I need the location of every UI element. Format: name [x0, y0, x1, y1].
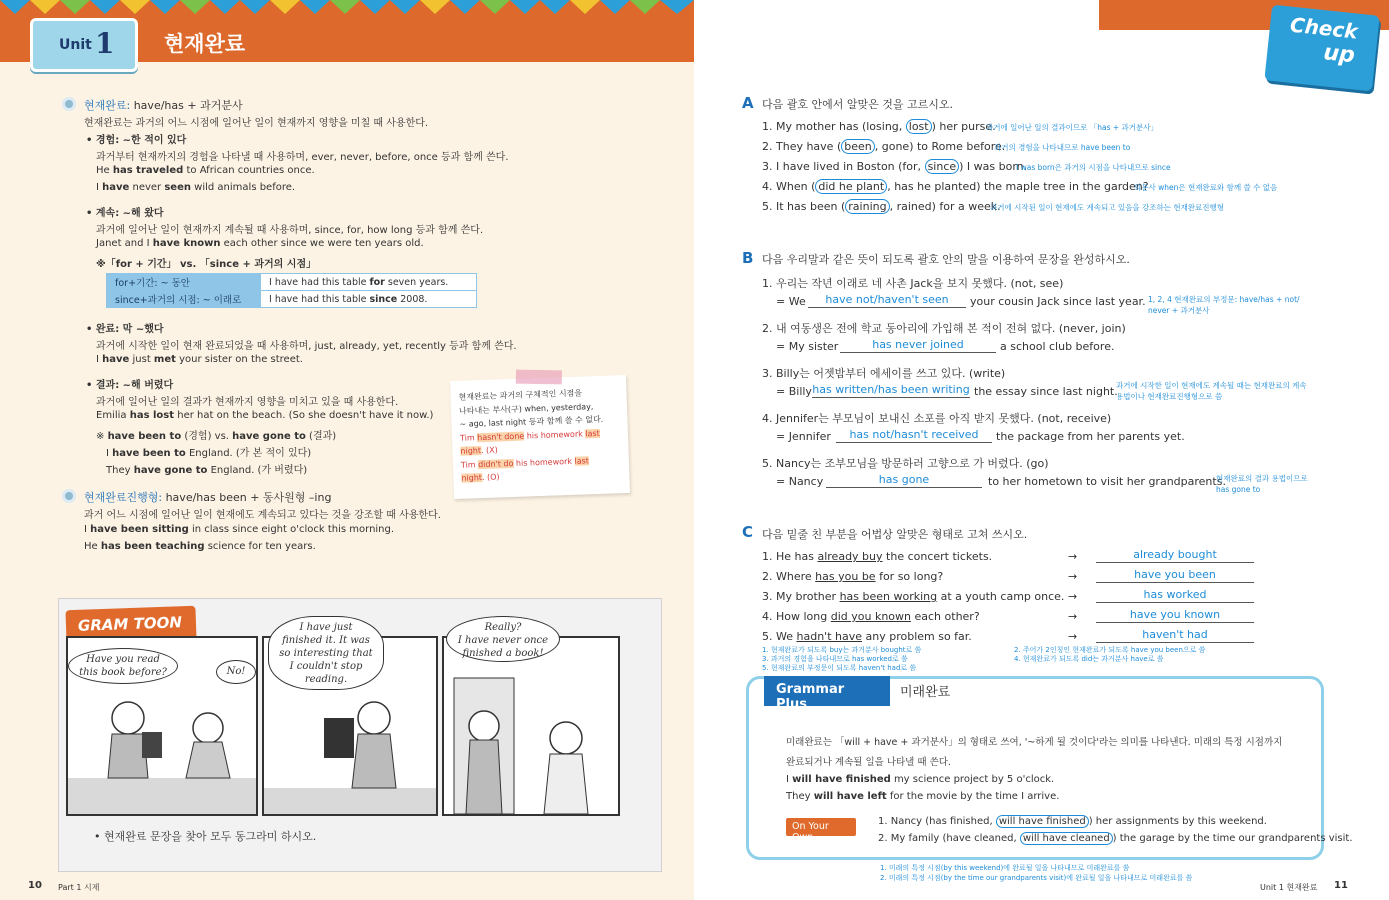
question-b4-pre: = Jennifer: [776, 430, 831, 443]
table-row: [107, 291, 477, 308]
pennant-decoration: [0, 0, 694, 16]
question-c2: 2. Where has you be for so long?: [762, 570, 944, 583]
continuation-desc: 과거에 일어난 일이 현재까지 계속될 때 사용하며, since, for, how long 등과 함께 쓴다.: [96, 225, 484, 236]
result-example-1: Emilia has lost her hat on the beach. (So she doesn't have it now.): [96, 410, 434, 421]
section1-desc: 현재완료는 과거의 어느 시점에 일어난 일이 현재까지 영향을 미칠 때 사용한다.: [84, 118, 429, 129]
arrow-icon: →: [1068, 590, 1078, 603]
question-b4-post: the package from her parents yet.: [996, 430, 1185, 443]
question-b2-post: a school club before.: [1000, 340, 1115, 353]
note-line: 나타내는 부사(구) when, yesterday,: [458, 401, 594, 416]
hint: 과거에 시작한 일이 현재에도 계속될 때는 현재완료의 계속: [1116, 381, 1307, 390]
answer-c1: already bought: [1096, 548, 1254, 563]
hint: 4. 현재완료가 되도록 did는 과거분사 have로 씀: [1014, 655, 1164, 663]
check-label: Check: [1289, 12, 1359, 44]
answer-b5: has gone: [826, 473, 982, 488]
experience-desc: 과거부터 현재까지의 경험을 나타낼 때 사용하며, ever, never, before, once 등과 함께 쓴다.: [96, 152, 509, 163]
question-c1: 1. He has already buy the concert tickets.: [762, 550, 993, 563]
question-b2-korean: 2. 내 여동생은 전에 학교 동아리에 가입해 본 적이 전혀 없다. (never, join): [762, 322, 1126, 335]
section-bullet-icon: [62, 489, 76, 503]
question-b2-pre: = My sister: [776, 340, 839, 353]
question-c5: 5. We hadn't have any problem so far.: [762, 630, 972, 643]
grammar-plus-title: 미래완료: [900, 685, 951, 700]
table-row: [107, 274, 477, 291]
question-a5: 5. It has been ( raining , rained) for a week.: [762, 200, 1001, 213]
gram-toon-label: GRAM TOON: [65, 606, 196, 645]
answer-b4: has not/hasn't received: [836, 428, 992, 443]
hint: 1, 2, 4 현재완료의 부정문: have/has + not/: [1148, 295, 1300, 304]
note-example-wrong: Tim hasn't done his homework last night. (X): [459, 428, 600, 456]
hint: 3. 과거의 경험을 나타내므로 has worked로 씀: [762, 655, 908, 663]
up-label: up: [1322, 40, 1357, 69]
question-b1-pre: = We: [776, 295, 806, 308]
result-note: ※ have been to (경험) vs. have gone to (결과): [96, 431, 337, 442]
unit-badge: [30, 18, 138, 72]
grammar-plus-tab: Grammar Plus: [764, 676, 890, 706]
grammar-plus-question-1: 1. Nancy (has finished, will have finished ) her assignments by this weekend.: [878, 816, 1267, 827]
question-c3: 3. My brother has been working at a youth camp once.: [762, 590, 1065, 603]
section-b-title: 다음 우리말과 같은 뜻이 되도록 괄호 안의 말을 이용하여 문장을 완성하시오.: [762, 253, 1130, 266]
grammar-plus-desc: 완료되거나 계속될 일을 나타낼 때 쓴다.: [786, 757, 951, 768]
hint: 1. 미래의 특정 시점(by this weekend)에 완료될 일을 나타내므로 미래완료를 씀: [880, 864, 1130, 872]
section2-desc: 과거 어느 시점에 일어난 일이 현재에도 계속되고 있다는 것을 강조할 때 사용한다.: [84, 510, 441, 521]
experience-example-1: He has traveled to African countries once.: [96, 165, 315, 176]
hint: 과거에 일어난 일의 결과이므로 「has + 과거분사」: [986, 123, 1159, 132]
question-b1-post: your cousin Jack since last year.: [970, 295, 1146, 308]
page-number: 10: [28, 880, 42, 891]
question-b5-post: to her hometown to visit her grandparents.: [988, 475, 1226, 488]
hint: 과거에 시작된 일이 현재에도 계속되고 있음을 강조하는 현재완료진행형: [990, 203, 1225, 212]
completion-desc: 과거에 시작한 일이 현재 완료되었을 때 사용하며, just, already, yet, recently 등과 함께 쓴다.: [96, 341, 517, 352]
arrow-icon: →: [1068, 570, 1078, 583]
section-a-letter: A: [742, 94, 754, 112]
result-desc: 과거에 일어난 일의 결과가 현재까지 영향을 미치고 있을 때 사용한다.: [96, 397, 399, 408]
tape-decoration: [516, 370, 562, 385]
hint: 현재완료의 결과 용법이므로: [1216, 474, 1308, 483]
page-number: 11: [1334, 880, 1348, 891]
answer-b1: have not/haven't seen: [808, 293, 966, 308]
answer-c5: haven't had: [1096, 628, 1254, 643]
table-cell: since+과거의 시점: ~ 이래로: [107, 291, 261, 308]
hint: 의문사 when은 현재완료와 함께 쓸 수 없음: [1134, 183, 1278, 192]
note-example-right: Tim didn't do his homework last night. (O): [460, 455, 590, 483]
section-bullet-icon: [62, 97, 76, 111]
section2-heading: 현재완료진행형: have/has been + 동사원형 –ing: [84, 491, 332, 504]
completion-example-1: I have just met your sister on the street.: [96, 354, 303, 365]
section1-heading: 현재완료: have/has + 과거분사: [84, 99, 243, 112]
note-line: ~ ago, last night 등과 함께 쓸 수 없다.: [459, 414, 604, 429]
grammar-plus-example-2: They will have left for the movie by the time I arrive.: [786, 791, 1060, 802]
on-your-own-label: On Your Own: [786, 818, 856, 836]
question-a4: 4. When ( did he plant , has he planted) the maple tree in the garden?: [762, 180, 1149, 193]
question-b4-korean: 4. Jennifer는 부모님이 보내신 소포를 아직 받지 못했다. (not, receive): [762, 412, 1112, 425]
speech-bubble: No!: [216, 660, 256, 684]
question-b1-korean: 1. 우리는 작년 이래로 네 사촌 Jack을 보지 못했다. (not, see): [762, 277, 1064, 290]
grammar-plus-question-2: 2. My family (have cleaned, will have cleaned ) the garage by the time our grandparents visit.: [878, 833, 1353, 844]
tip-note: [450, 375, 630, 499]
left-page: [0, 0, 694, 900]
hint: has gone to: [1216, 485, 1261, 494]
speech-bubble: I have just finished it. It was so interesting that I couldn't stop reading.: [268, 616, 384, 690]
question-a3: 3. I have lived in Boston (for, since ) I was born.: [762, 160, 1028, 173]
answer-c2: have you been: [1096, 568, 1254, 583]
grammar-plus-desc: 미래완료는 「will + have + 과거분사」의 형태로 쓰여, '~하게 될 것이다'라는 의미를 나타낸다. 미래의 특정 시점까지: [786, 737, 1283, 748]
comic-panel-3: [442, 636, 620, 816]
completion-heading: • 완료: 막 ~했다: [86, 324, 164, 335]
answer-b3: has written/has been writing: [812, 383, 970, 396]
section-c-letter: C: [742, 523, 754, 541]
speech-bubble: Have you read this book before?: [68, 648, 178, 684]
question-b3-post: the essay since last night.: [974, 385, 1118, 398]
toon-task: • 현재완료 문장을 찾아 모두 동그라미 하시오.: [94, 830, 317, 843]
experience-heading: • 경험: ~한 적이 있다: [86, 135, 187, 146]
result-heading: • 결과: ~해 버렸다: [86, 380, 174, 391]
page-title: 현재완료: [164, 32, 246, 56]
boy-in-doorway-illustration: [444, 638, 618, 814]
hint: 1. 현재완료가 되도록 buy는 과거분사 bought로 씀: [762, 646, 922, 654]
unit-label: Unit: [59, 37, 92, 53]
arrow-icon: →: [1068, 550, 1078, 563]
section2-example-1: I have been sitting in class since eight o'clock this morning.: [84, 524, 395, 535]
hint: 5. 현재완료의 부정문이 되도록 haven't had로 씀: [762, 664, 917, 672]
arrow-icon: →: [1068, 610, 1078, 623]
continuation-heading: • 계속: ~해 왔다: [86, 208, 164, 219]
section-c-title: 다음 밑줄 친 부분을 어법상 알맞은 형태로 고쳐 쓰시오.: [762, 528, 1028, 541]
question-b5-korean: 5. Nancy는 조부모님을 방문하러 고향으로 가 버렸다. (go): [762, 457, 1049, 470]
check-up-badge: [1264, 5, 1379, 92]
question-a2: 2. They have ( been , gone) to Rome before.: [762, 140, 1006, 153]
hint: 용법이나 현재완료진행형으로 씀: [1116, 392, 1223, 401]
question-c4: 4. How long did you known each other?: [762, 610, 980, 623]
answer-b2: has never joined: [840, 338, 996, 353]
table-cell: for+기간: ~ 동안: [107, 274, 261, 291]
hint: I was born은 과거의 시점을 나타내므로 since: [1016, 163, 1171, 172]
continuation-example-1: Janet and I have known each other since we were ten years old.: [96, 238, 424, 249]
section-a-title: 다음 괄호 안에서 알맞은 것을 고르시오.: [762, 98, 953, 111]
experience-example-2: I have never seen wild animals before.: [96, 182, 296, 193]
for-since-table: [106, 273, 477, 308]
section2-example-2: He has been teaching science for ten years.: [84, 541, 316, 552]
hint: 과거의 경험을 나타내므로 have been to: [994, 143, 1131, 152]
result-example-3: They have gone to England. (가 버렸다): [106, 465, 308, 476]
table-cell: I have had this table for seven years.: [261, 274, 477, 291]
continuation-note: ※「for + 기간」 vs. 「since + 과거의 시점」: [96, 259, 317, 270]
hint: 2. 주어가 2인칭인 현재완료가 되도록 have you been으로 씀: [1014, 646, 1206, 654]
result-example-2: I have been to England. (가 본 적이 있다): [106, 448, 312, 459]
question-b3-pre: = Billy: [776, 385, 812, 398]
answer-c3: has worked: [1096, 588, 1254, 603]
question-b3-korean: 3. Billy는 어젯밤부터 에세이를 쓰고 있다. (write): [762, 367, 1006, 380]
note-line: 현재완료는 과거의 구체적인 시점을: [458, 388, 583, 402]
section-b-letter: B: [742, 249, 754, 267]
part-label: Part 1 시제: [58, 883, 100, 892]
table-cell: I have had this table since 2008.: [261, 291, 477, 308]
right-page: [694, 0, 1389, 900]
hint: never + 과거분사: [1148, 306, 1210, 315]
answer-c4: have you known: [1096, 608, 1254, 623]
arrow-icon: →: [1068, 630, 1078, 643]
speech-bubble: Really? I have never once finished a book!: [446, 616, 560, 662]
question-a1: 1. My mother has (losing, lost ) her purse.: [762, 120, 996, 133]
unit-footer-label: Unit 1 현재완료: [1260, 883, 1318, 892]
hint: 2. 미래의 특정 시점(by the time our grandparents visit)에 완료될 일을 나타내므로 미래완료를 씀: [880, 874, 1193, 882]
grammar-plus-example-1: I will have finished my science project by 5 o'clock.: [786, 774, 1055, 785]
unit-number: 1: [95, 27, 115, 60]
question-b5-pre: = Nancy: [776, 475, 824, 488]
